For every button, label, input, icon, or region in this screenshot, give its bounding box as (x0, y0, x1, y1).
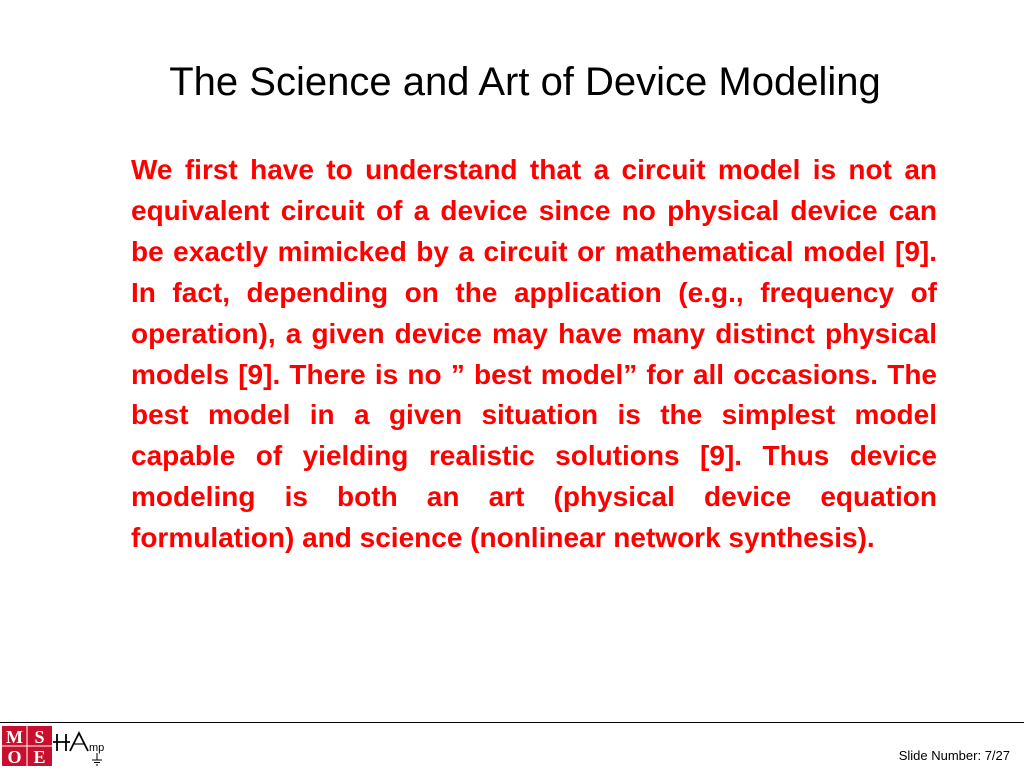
footer-divider (0, 722, 1024, 723)
msoe-logo-letter-e: E (33, 747, 46, 766)
slide-number: Slide Number: 7/27 (898, 748, 1010, 763)
svg-text:mp: mp (89, 742, 105, 754)
msoe-logo-letter-m: M (6, 727, 23, 747)
msoe-logo-letter-s: S (34, 727, 45, 747)
msoe-logo-icon (2, 726, 52, 766)
slide-body-paragraph: We first have to understand that a circuit model is not an equivalent circuit of a device since no physical device can be exactly mimicked by a circuit or mathematical model [9]. In fact, depending on the application (e.g., frequency of operation), a given device may have many distinct physical models [9]. There is no ” best model” for all occasions. The best model in a given situation is the simplest model capable of yielding realistic solutions [9]. Thus device modeling is both an art (physical device equation formulation) and science (nonlinear network synthesis). (131, 154, 937, 554)
slide-title: The Science and Art of Device Modeling (169, 60, 881, 104)
msoe-logo-letter-o: O (7, 747, 22, 766)
hamp-logo-icon (53, 729, 111, 767)
